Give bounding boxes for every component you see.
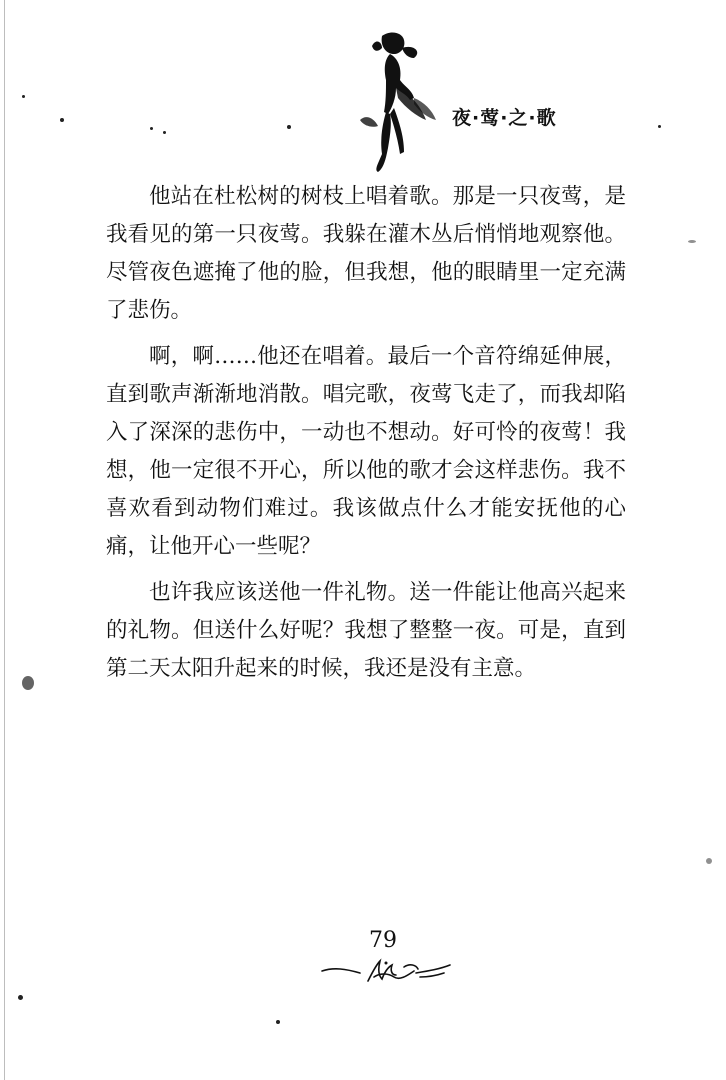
print-speck [706,858,712,864]
print-speck [658,125,661,128]
print-speck [60,118,64,122]
page-binding-edge [4,0,5,1080]
print-speck [688,240,696,243]
paragraph: 也许我应该送他一件礼物。送一件能让他高兴起来的礼物。但送什么好呢？我想了整整一夜。可是，直到第二天太阳升起来的时候，我还是没有主意。 [106,580,626,681]
fairy-silhouette-icon [352,28,442,173]
flourish-ornament-icon [320,955,452,985]
print-speck [18,995,23,1000]
print-speck [287,125,291,129]
print-speck [22,676,34,690]
body-text [106,178,626,696]
paragraph: 他站在杜松树的树枝上唱着歌。那是一只夜莺，是我看见的第一只夜莺。我躲在灌木丛后悄悄地观察他。尽管夜色遮掩了他的脸，但我想，他的眼睛里一定充满了悲伤。 [106,184,626,323]
chapter-title: 夜·莺·之·歌 [452,107,557,129]
print-speck [22,95,25,98]
paragraph: 啊，啊……他还在唱着。最后一个音符绵延伸展，直到歌声渐渐地消散。唱完歌，夜莺飞走了，而我却陷入了深深的悲伤中，一动也不想动。好可怜的夜莺！我想，他一定很不开心，所以他的歌才会这样悲伤。我不喜欢看到动物们难过。我该做点什么才能安抚他的心痛，让他开心一些呢？ [106,344,626,559]
print-speck [163,131,166,134]
print-speck [150,127,153,130]
print-speck [276,1020,280,1024]
page-number: 79 [369,928,397,953]
